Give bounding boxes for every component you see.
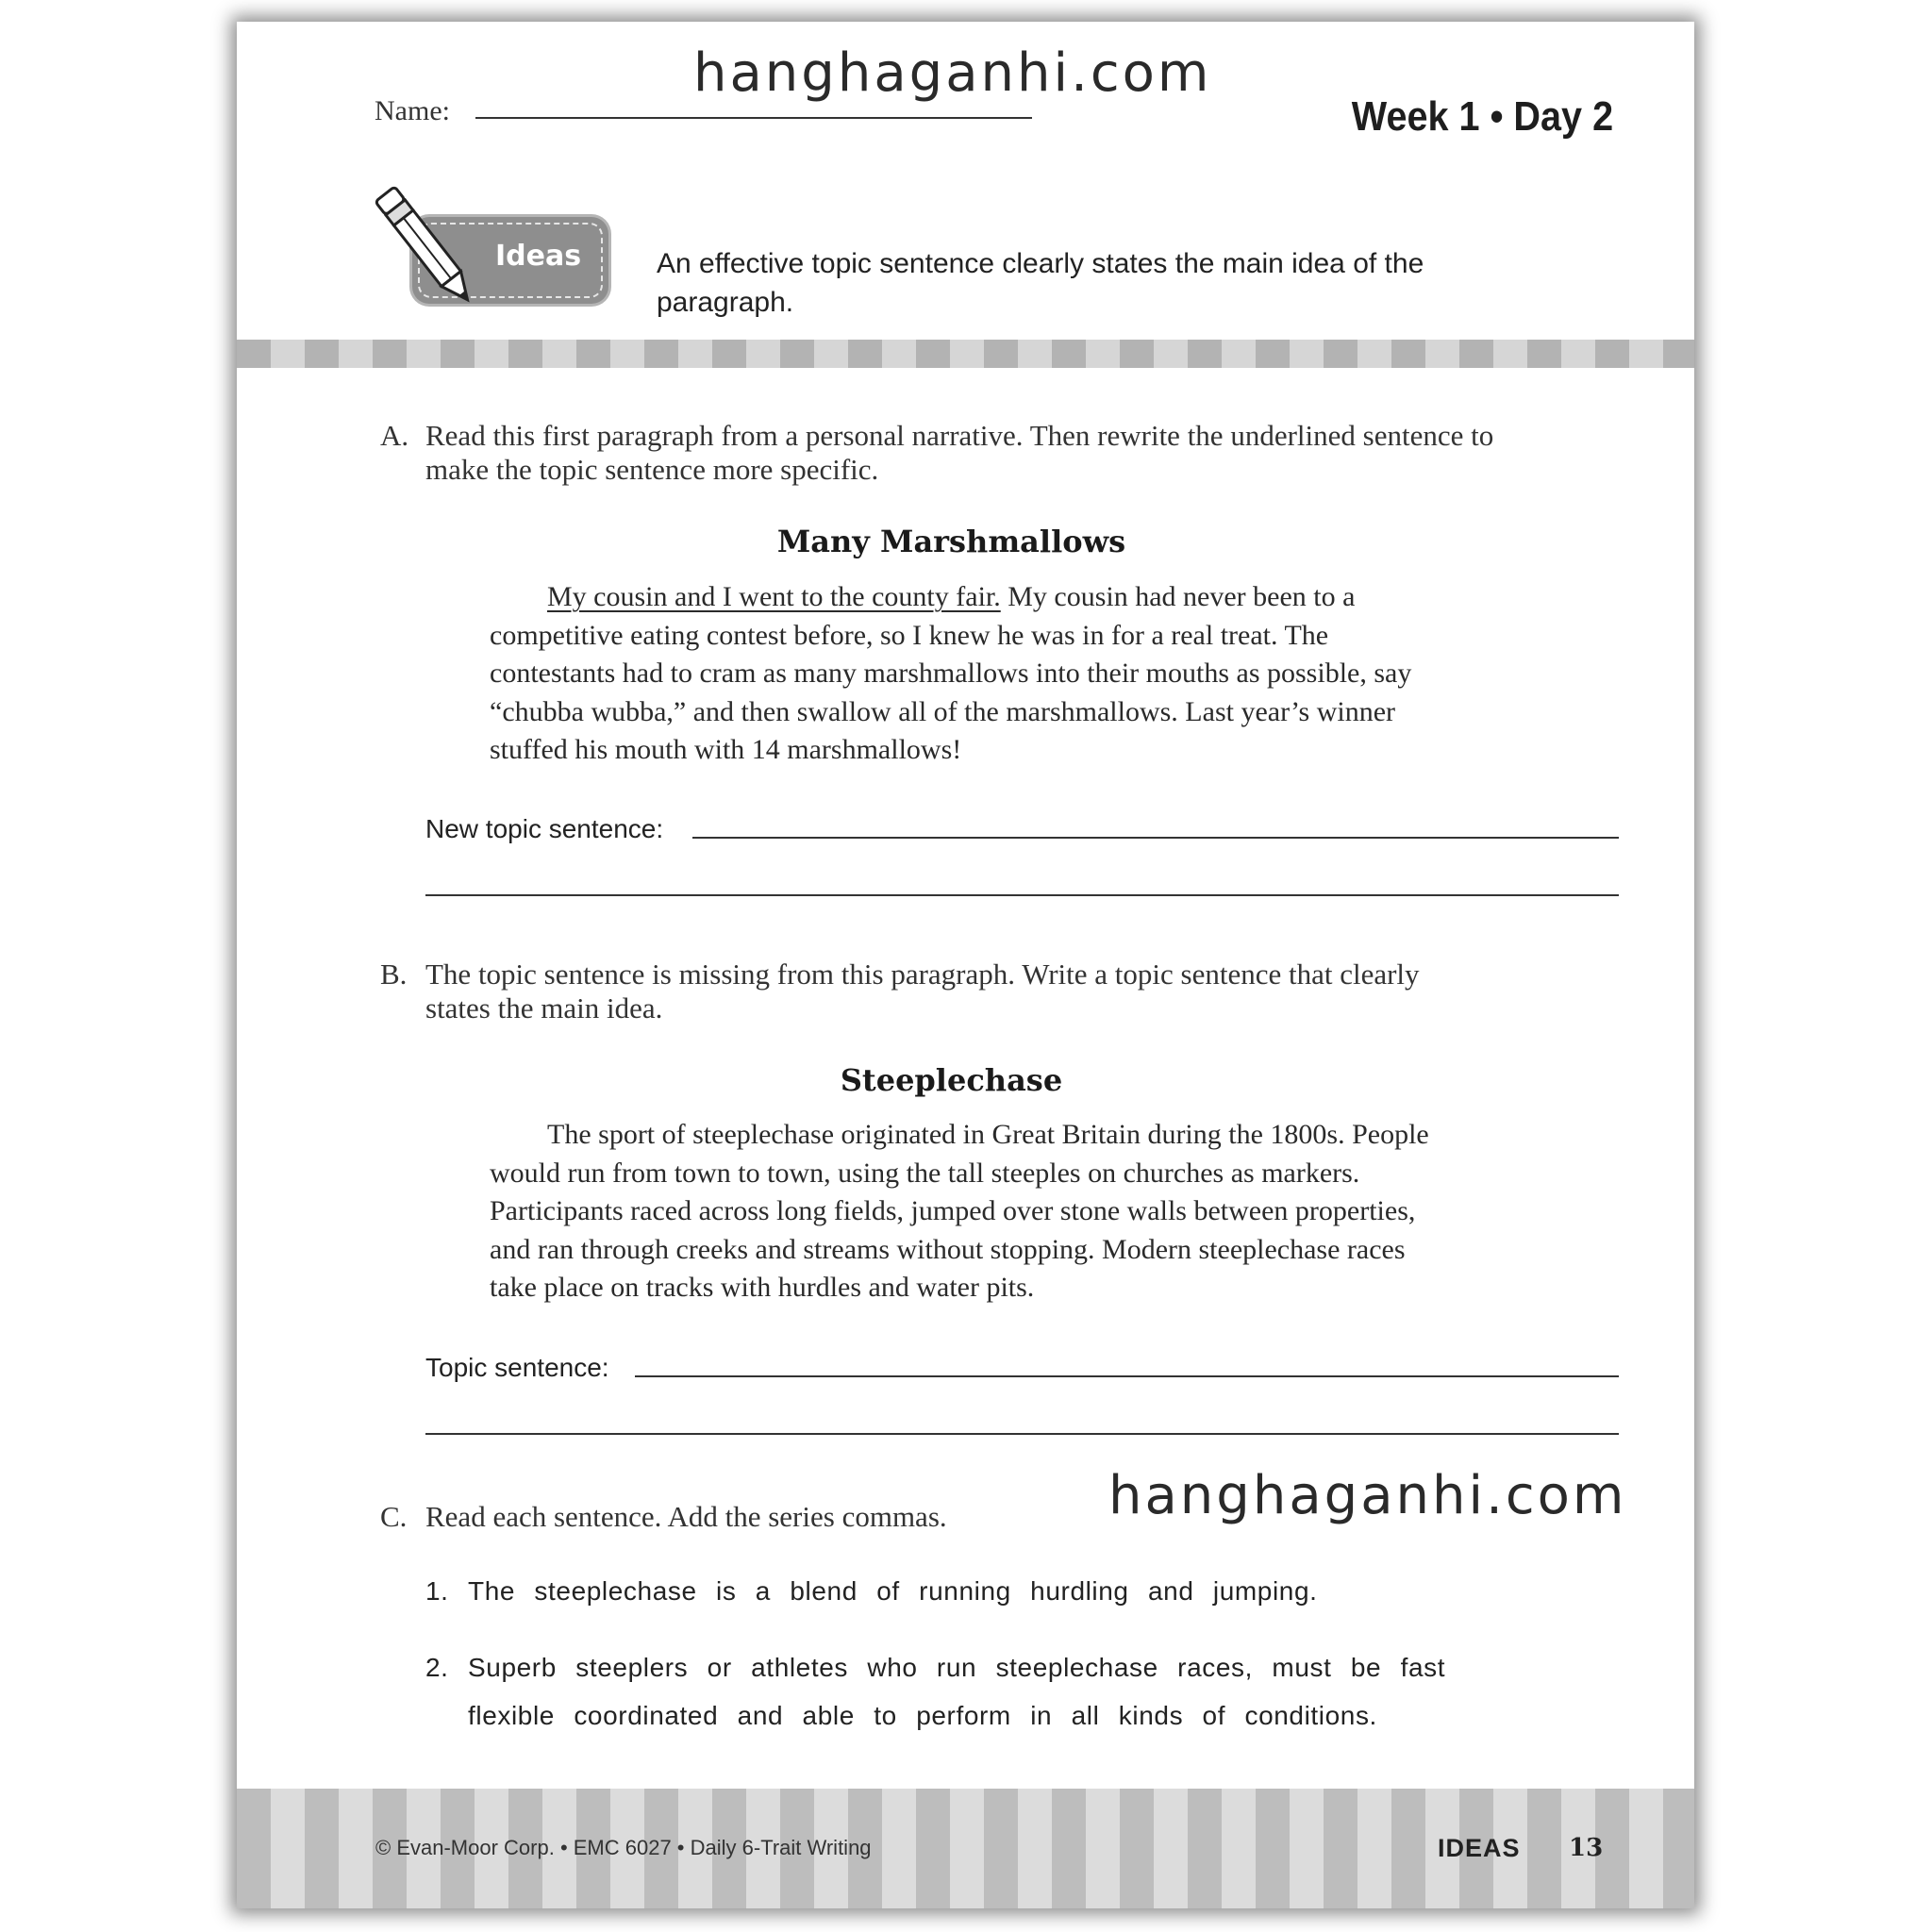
section-c-letter: C. (380, 1500, 408, 1533)
passage-b-body: The sport of steeplechase originated in Great Britain during the 1800s. People would run from town to town, using the tall steeples on churches as markers. Participants raced across long fields, jumped over stone walls between properties, and ran through creeks and streams without stopping. Modern steeplechase races take place on tracks with hurdles and water pits. (490, 1119, 1429, 1303)
divider-band (237, 340, 1694, 368)
name-label: Name: (375, 95, 450, 126)
section-b-letter: B. (380, 958, 408, 991)
topic-sentence-line-1[interactable] (635, 1375, 1619, 1377)
new-topic-line-1[interactable] (692, 837, 1619, 839)
pencil-icon (373, 182, 505, 324)
topic-sentence-line-2[interactable] (425, 1433, 1619, 1435)
trait-intro: An effective topic sentence clearly states the main idea of the paragraph. (657, 248, 1424, 318)
section-a-instructions: Read this first paragraph from a personal narrative. Then rewrite the underlined sentence to make the topic sentence more specific. (425, 419, 1494, 486)
passage-b-title: Steeplechase (840, 1062, 1063, 1098)
item-2-sentence: Superb steeplers or athletes who run steeplechase races, must be fast flexible coordinated and able to perform in all kinds of conditions. (468, 1653, 1446, 1730)
section-a-letter: A. (380, 419, 409, 452)
new-topic-label: New topic sentence: (425, 814, 664, 843)
copyright: © Evan-Moor Corp. • EMC 6027 • Daily 6-Trait Writing (375, 1836, 872, 1859)
worksheet-page (237, 22, 1694, 1908)
watermark-middle: hanghaganhi.com (1108, 1465, 1627, 1526)
item-2-number: 2. (425, 1653, 449, 1682)
passage-a (490, 578, 1438, 770)
section-c-instructions: Read each sentence. Add the series commas. (425, 1500, 947, 1533)
watermark-top: hanghaganhi.com (693, 42, 1212, 104)
week-day-heading: Week 1 • Day 2 (1351, 93, 1613, 140)
footer-trait: IDEAS (1438, 1834, 1521, 1862)
passage-a-body: My cousin had never been to a competitive eating contest before, so I knew he was in for a real treat. The contestants had to cram as many marshmallows into their mouths as possible, say “chubba wubba,” and then swallow all of the marshmallows. Last year’s winner stuffed his mouth with 14 marshmallows! (490, 581, 1412, 765)
topic-sentence-label: Topic sentence: (425, 1353, 609, 1382)
item-1-number: 1. (425, 1576, 449, 1606)
passage-a-title: Many Marshmallows (776, 524, 1126, 559)
passage-b (490, 1116, 1457, 1307)
ideas-badge-label: Ideas (495, 240, 582, 273)
page-number: 13 (1569, 1834, 1604, 1862)
footer-band (237, 1789, 1694, 1908)
name-field[interactable] (475, 117, 1032, 119)
new-topic-line-2[interactable] (425, 894, 1619, 896)
item-1-sentence: The steeplechase is a blend of running hurdling and jumping. (468, 1576, 1318, 1606)
underlined-sentence: My cousin and I went to the county fair. (547, 581, 1001, 612)
section-b-instructions: The topic sentence is missing from this paragraph. Write a topic sentence that clearly states the main idea. (425, 958, 1420, 1024)
